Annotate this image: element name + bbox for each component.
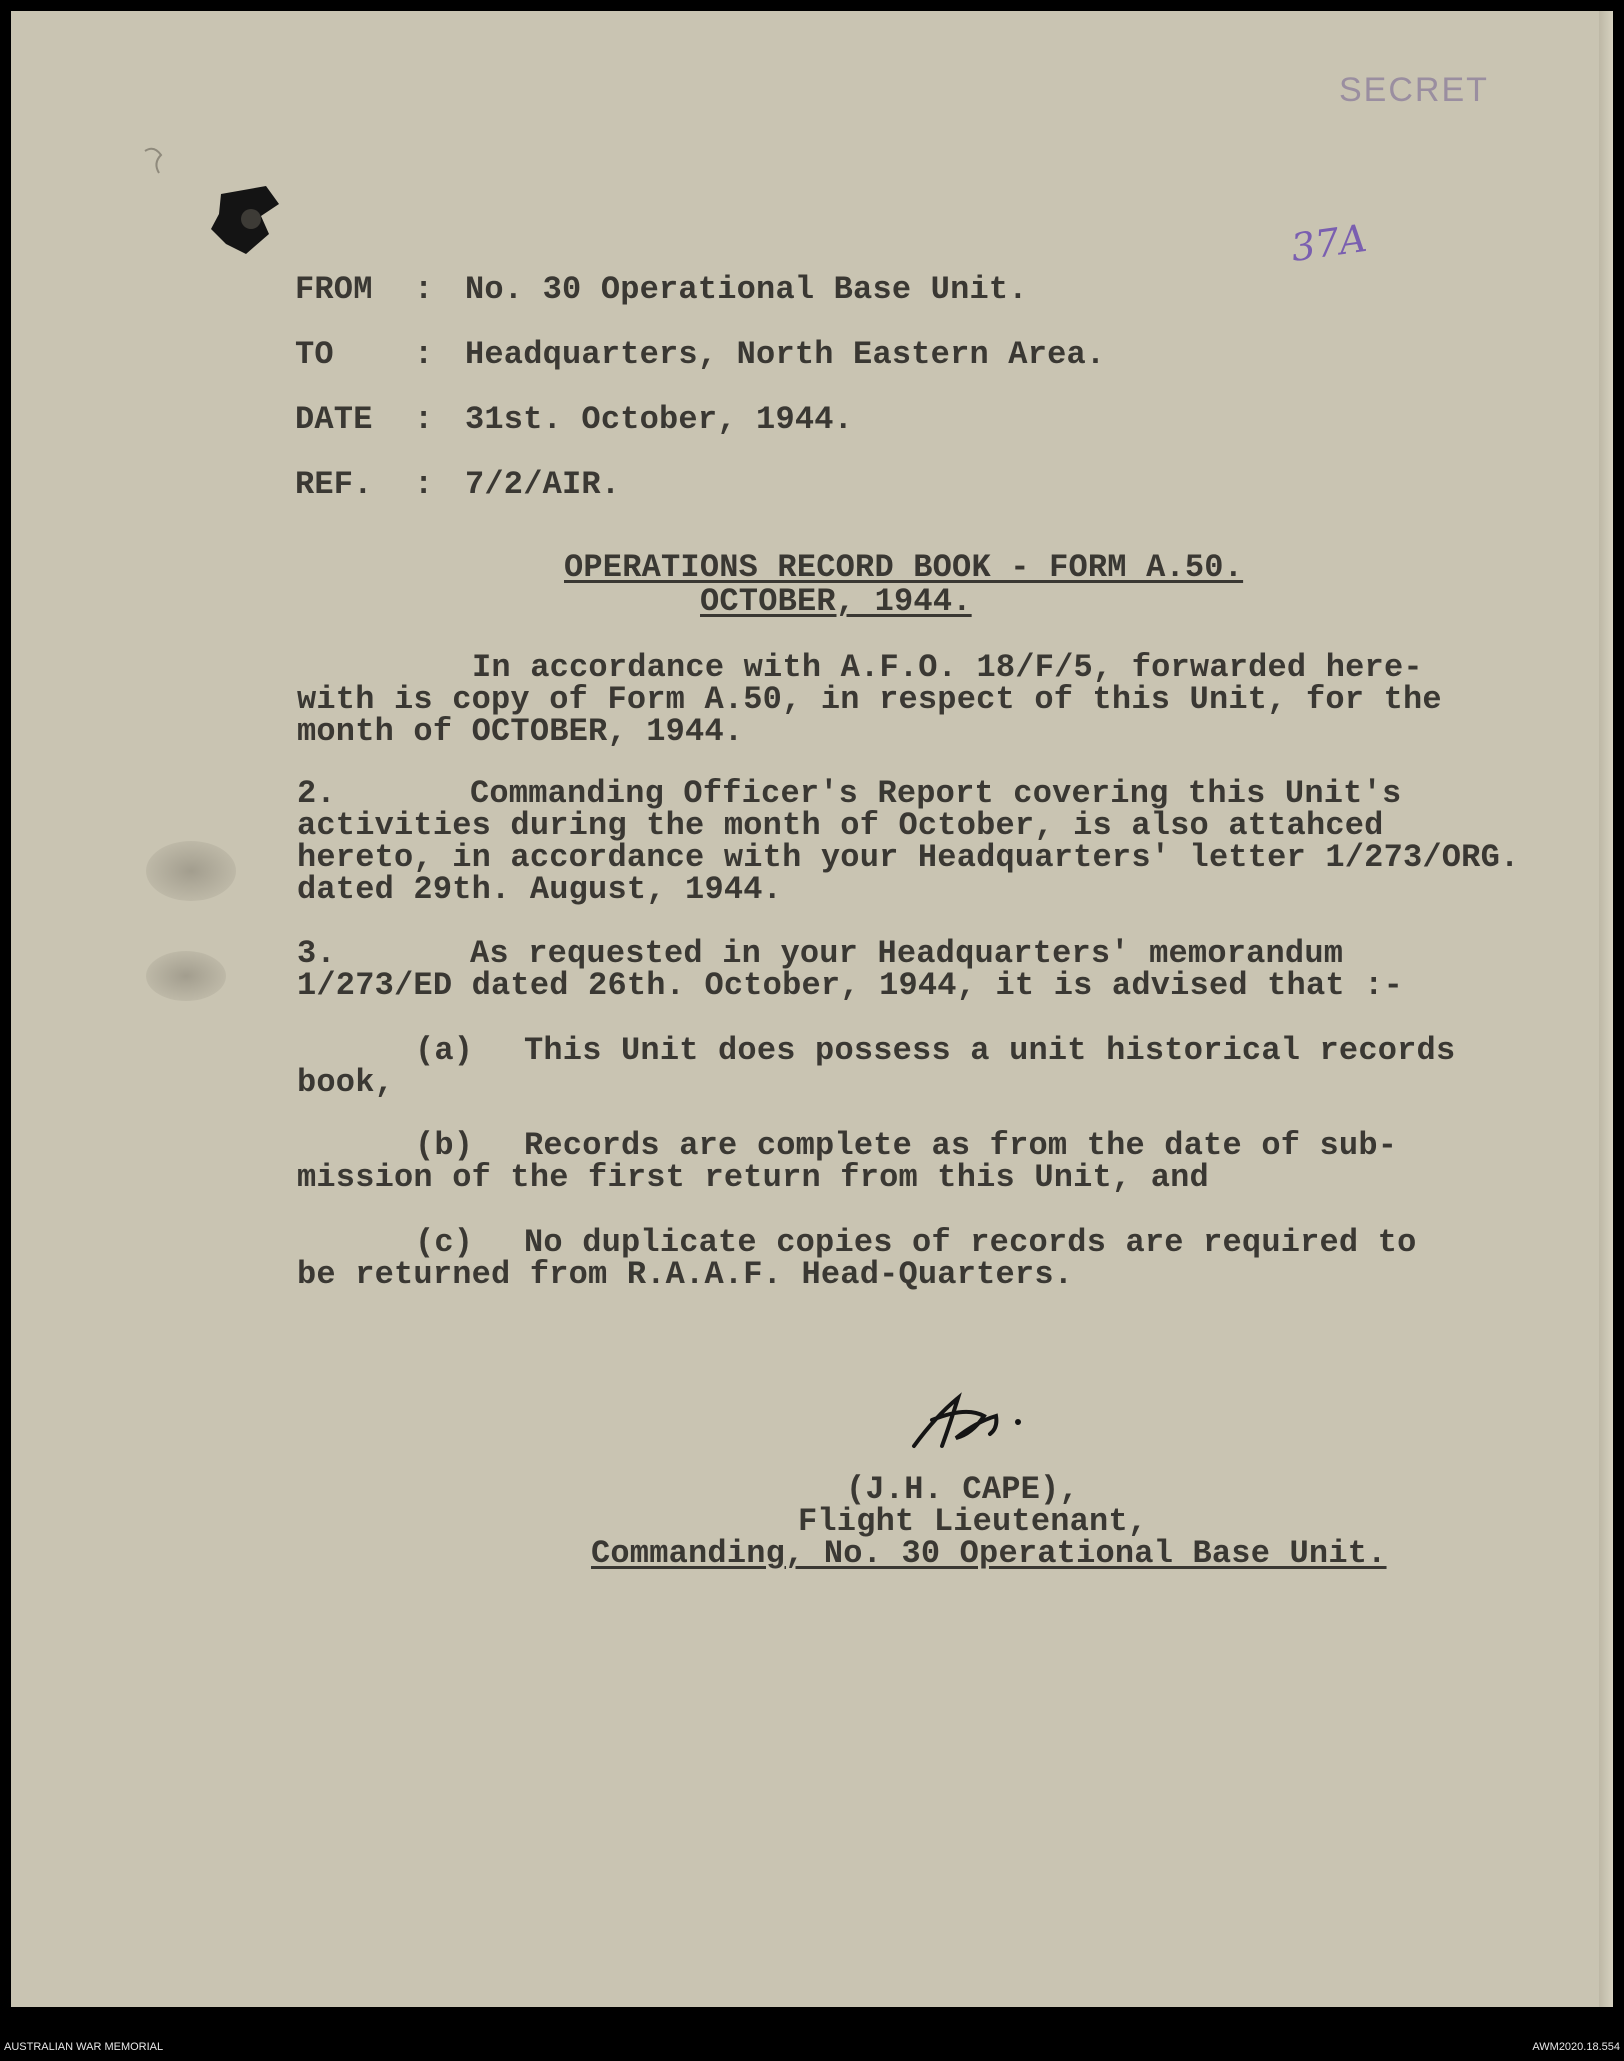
ref-value: 7/2/AIR. (465, 466, 621, 503)
signatory-rank: Flight Lieutenant, (798, 1503, 1148, 1540)
smudge-mark (146, 951, 226, 1001)
paper-tear-icon (139, 141, 169, 181)
ink-blot-icon (191, 174, 311, 264)
document-title: OPERATIONS RECORD BOOK - FORM A.50. (564, 549, 1244, 586)
para1-line: In accordance with A.F.O. 18/F/5, forwarded here- (472, 649, 1423, 686)
para2-line: dated 29th. August, 1944. (297, 871, 783, 908)
para1-line: month of OCTOBER, 1944. (297, 713, 744, 750)
date-value: 31st. October, 1944. (465, 401, 854, 438)
para3-line: 1/273/ED dated 26th. October, 1944, it is advised that :- (297, 967, 1403, 1004)
item-a-line: book, (297, 1064, 395, 1101)
folio-mark: 37A (1288, 215, 1370, 271)
document-subtitle: OCTOBER, 1944. (700, 583, 972, 620)
para3-line: As requested in your Headquarters' memorandum (470, 935, 1344, 972)
item-a-marker: (a) (415, 1032, 474, 1069)
separator: : (414, 271, 434, 308)
item-b-marker: (b) (415, 1127, 474, 1164)
signature-initial-icon (906, 1376, 1046, 1456)
smudge-mark (146, 841, 236, 901)
item-c-marker: (c) (415, 1224, 474, 1261)
para2-number: 2. (297, 775, 336, 812)
paper-edge (1599, 11, 1613, 2007)
item-c-line: No duplicate copies of records are required to (524, 1224, 1417, 1261)
item-a-line: This Unit does possess a unit historical records (524, 1032, 1456, 1069)
separator: : (414, 336, 434, 373)
document-page (11, 11, 1613, 2007)
signatory-appointment: Commanding, No. 30 Operational Base Unit. (591, 1535, 1387, 1572)
para2-line: hereto, in accordance with your Headquarters' letter 1/273/ORG. (297, 839, 1520, 876)
footer-institution: AUSTRALIAN WAR MEMORIAL (4, 2041, 164, 2053)
secret-stamp: SECRET (1339, 71, 1489, 109)
signatory-name: (J.H. CAPE), (846, 1471, 1079, 1508)
ref-label: REF. (295, 466, 373, 503)
to-value: Headquarters, North Eastern Area. (465, 336, 1106, 373)
separator: : (414, 401, 434, 438)
para3-number: 3. (297, 935, 336, 972)
footer-accession-number: AWM2020.18.554 (1532, 2041, 1620, 2053)
from-label: FROM (295, 271, 373, 308)
para2-line: activities during the month of October, is also attahced (297, 807, 1384, 844)
item-c-line: be returned from R.A.A.F. Head-Quarters. (297, 1256, 1074, 1293)
date-label: DATE (295, 401, 373, 438)
from-value: No. 30 Operational Base Unit. (465, 271, 1028, 308)
separator: : (414, 466, 434, 503)
item-b-line: mission of the first return from this Unit, and (297, 1159, 1209, 1196)
para1-line: with is copy of Form A.50, in respect of this Unit, for the (297, 681, 1442, 718)
to-label: TO (295, 336, 334, 373)
para2-line: Commanding Officer's Report covering this Unit's (470, 775, 1402, 812)
item-b-line: Records are complete as from the date of sub- (524, 1127, 1398, 1164)
